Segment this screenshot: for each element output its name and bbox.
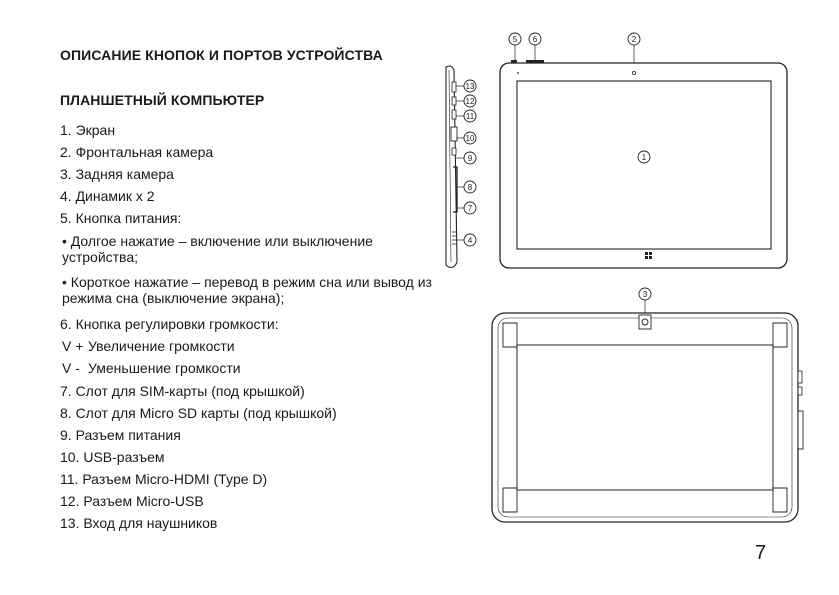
callout-8 <box>464 181 476 193</box>
callout-4-label: 4 <box>467 236 473 245</box>
tablet-back-view <box>480 283 820 533</box>
volume-up-text: Увеличение громкости <box>88 338 235 354</box>
callout-3-label: 3 <box>642 290 648 299</box>
callout-5-label: 5 <box>512 35 518 44</box>
callout-6-label: 6 <box>532 35 538 44</box>
power-jack-shape <box>452 148 456 155</box>
callout-13-label: 13 <box>465 82 475 91</box>
list-item-headphone-jack: 13. Вход для наушников <box>60 515 218 531</box>
screen-outline <box>517 81 771 249</box>
tablet-front-view <box>495 22 810 277</box>
callout-9-label: 9 <box>467 154 473 163</box>
list-item-microsd-slot: 8. Слот для Micro SD карты (под крышкой) <box>60 405 337 421</box>
corner-bumper-tl <box>503 323 517 347</box>
callout-2-label: 2 <box>631 35 637 44</box>
callout-8-label: 8 <box>467 183 473 192</box>
list-item-usb-port: 10. USB-разъем <box>60 449 165 465</box>
callout-11-label: 11 <box>465 112 475 121</box>
corner-bumper-tr <box>773 323 787 347</box>
callout-2 <box>628 33 640 45</box>
document-title: ОПИСАНИЕ КНОПОК И ПОРТОВ УСТРОЙСТВА <box>60 47 383 63</box>
back-side-slot-cover <box>798 411 803 449</box>
callout-9 <box>464 152 476 164</box>
front-camera-dot <box>632 71 635 74</box>
back-body-outline <box>492 313 798 522</box>
corner-bumper-br <box>773 488 787 512</box>
volume-up-key: V + <box>62 338 84 354</box>
callout-1 <box>638 151 650 163</box>
callout-7 <box>464 202 476 214</box>
volume-down-key: V - <box>62 360 80 376</box>
sensor-dot <box>517 72 519 74</box>
list-item-sim-slot: 7. Слот для SIM-карты (под крышкой) <box>60 383 305 399</box>
list-item-power-long-press: • Долгое нажатие – включение или выключение устройства; <box>62 233 373 265</box>
callout-12 <box>464 95 476 107</box>
callout-11 <box>464 110 476 122</box>
callout-10-label: 10 <box>465 134 475 143</box>
list-item-power-short-press: • Короткое нажатие – перевод в режим сна или вывод из режима сна (выключение экрана); <box>62 274 432 306</box>
document-subtitle: ПЛАНШЕТНЫЙ КОМПЬЮТЕР <box>60 92 265 108</box>
list-item-volume-button: 6. Кнопка регулировки громкости: <box>60 316 279 332</box>
tablet-side-view <box>430 62 490 277</box>
list-item-power-jack: 9. Разъем питания <box>60 427 181 443</box>
list-item-power-button: 5. Кнопка питания: <box>60 210 182 226</box>
rear-camera-lens <box>642 319 648 325</box>
callout-10 <box>464 132 476 144</box>
corner-bumper-bl <box>503 488 517 512</box>
list-item-speakers: 4. Динамик x 2 <box>60 188 155 204</box>
callout-5 <box>509 33 521 45</box>
callout-12-label: 12 <box>465 97 475 106</box>
list-item-front-camera: 2. Фронтальная камера <box>60 144 214 160</box>
list-item-rear-camera: 3. Задняя камера <box>60 166 174 182</box>
callout-1-label: 1 <box>641 153 647 162</box>
list-item-volume-down <box>62 360 241 376</box>
micro-usb-shape <box>452 97 456 105</box>
usb-port-shape <box>451 127 457 141</box>
volume-down-text: Уменьшение громкости <box>88 360 241 376</box>
back-side-port-1 <box>798 371 802 383</box>
micro-hdmi-shape <box>452 110 456 119</box>
list-item-volume-up <box>62 338 235 354</box>
headphone-jack-shape <box>452 82 456 92</box>
list-item-screen: 1. Экран <box>60 122 116 138</box>
page-number: 7 <box>755 542 767 564</box>
callout-6 <box>529 33 541 45</box>
callout-13 <box>464 80 476 92</box>
callout-7-label: 7 <box>467 204 473 213</box>
list-item-micro-usb: 12. Разъем Micro-USB <box>60 493 204 509</box>
callout-4 <box>464 234 476 246</box>
list-item-micro-hdmi: 11. Разъем Micro-HDMI (Type D) <box>60 471 268 487</box>
callout-3 <box>639 288 651 300</box>
back-side-port-2 <box>798 387 802 395</box>
